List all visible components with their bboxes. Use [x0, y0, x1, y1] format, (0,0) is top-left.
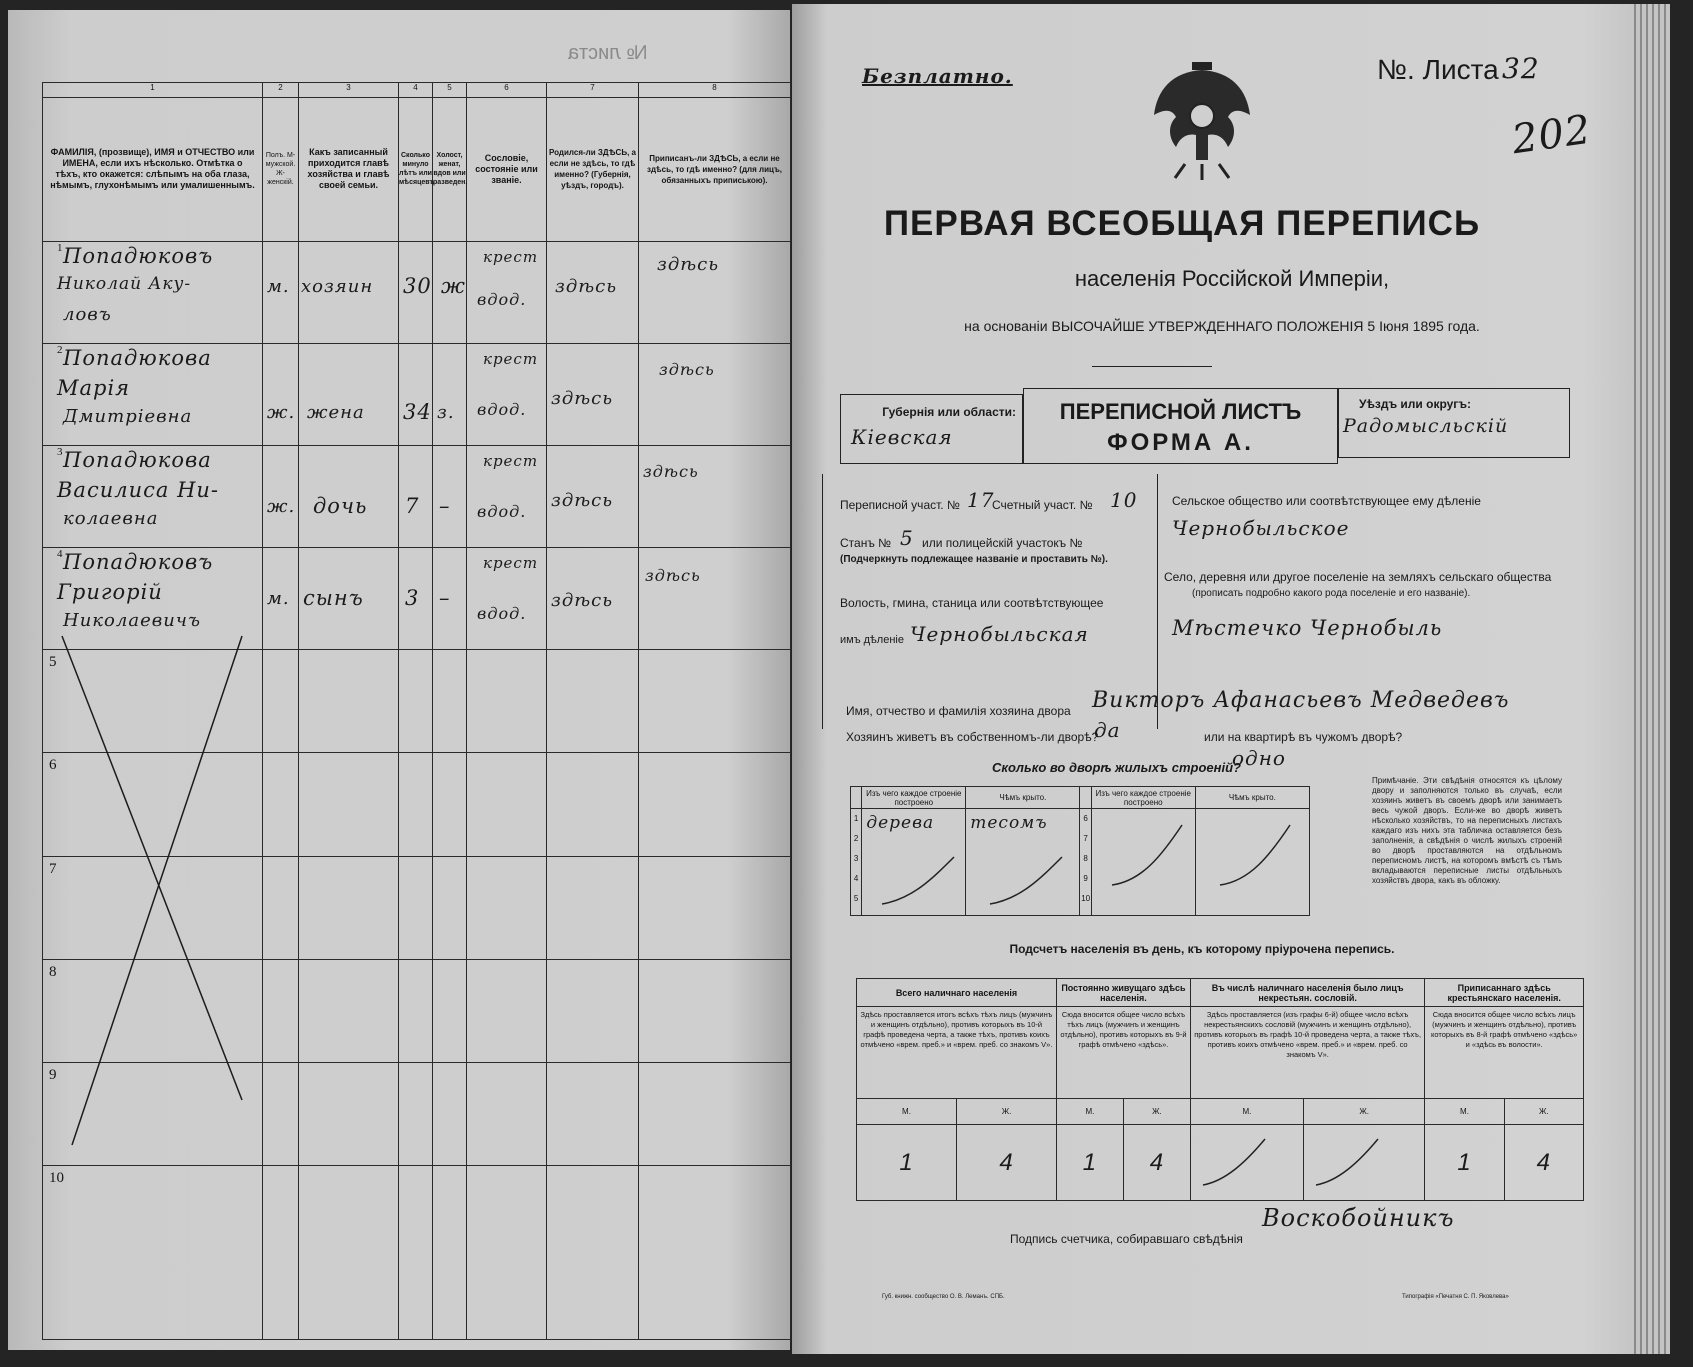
own-yard-value: да: [1094, 718, 1121, 742]
name-line: Дмитріевна: [63, 406, 193, 428]
header-relation: Какъ записанный приходится главѣ хозяйства и главѣ своей семьи.: [307, 147, 390, 191]
society-label: Сельское общество или соотвѣтствующее ему дѣленіе: [1172, 494, 1481, 508]
uezd-box: [1338, 388, 1570, 458]
sheet-number-value: 32: [1502, 52, 1540, 85]
row-number: 9: [49, 1066, 57, 1083]
col-number: 5: [433, 83, 467, 98]
col-female: Ж.: [1123, 1099, 1190, 1125]
count-title: Подсчетъ населенія въ день, къ которому пріурочена перепись.: [1009, 942, 1395, 956]
header-birthplace: Родился-ли ЗДѢСЬ, а если не здѣсь, то гдѣ именно? (Губернія, уѣздъ, городъ).: [549, 148, 636, 191]
row-number: 2: [57, 344, 63, 357]
header-name: ФАМИЛІЯ, (прозвище), ИМЯ и ОТЧЕСТВО или ИМЕНА, если ихъ нѣсколько. Отмѣтка о тѣхъ, кто окажется: слѣпымъ на оба глаза, нѣмымъ, глухонѣмымъ или умалишеннымъ.: [50, 147, 255, 191]
marital-value: –: [439, 586, 451, 611]
form-subtitle: населенія Россійской Имперіи,: [1074, 266, 1390, 291]
dash-mark: [1308, 1133, 1388, 1193]
village-value: Мѣстечко Чернобыль: [1172, 616, 1443, 640]
estate-value: вдод.: [477, 604, 527, 624]
name-line: Николай Аку-: [57, 274, 192, 295]
volost-value: Чернобыльская: [910, 622, 1089, 646]
row-number: 6: [49, 757, 57, 774]
own-yard-rest: или на квартирѣ въ чужомъ дворѣ?: [1204, 730, 1403, 744]
relation-value: жена: [307, 402, 365, 424]
sex-value: ж.: [267, 402, 296, 424]
count-head: Въ числѣ наличнаго населенія было лицъ некрестьян. сословій.: [1190, 979, 1424, 1007]
birthplace-value: здѣсь: [551, 388, 613, 410]
bld-col-roof: Чѣмъ крыто.: [966, 787, 1080, 809]
registered-value: здѣсь: [657, 254, 719, 276]
schetny-label: Счетный участ. №: [992, 498, 1093, 512]
free-label: Безплатно.: [862, 64, 1013, 88]
birthplace-value: здѣсь: [551, 590, 613, 612]
sheet-number-label: №. Листа: [1377, 54, 1499, 85]
table-row: [43, 446, 791, 548]
row-number: 7: [49, 860, 57, 877]
dash-mark: [1210, 815, 1300, 905]
owner-value: Викторъ Афанасьевъ Медведевъ: [1092, 688, 1510, 713]
col-female: Ж.: [1304, 1099, 1425, 1125]
bld-row-number: 2: [853, 834, 859, 843]
bld-row-number: 6: [1083, 814, 1088, 823]
owner-label: Имя, отчество и фамилія хозяина двора: [846, 704, 1071, 718]
header-registered: Приписанъ-ли ЗДѢСЬ, а если не здѣсь, то гдѣ именно? (для лицъ, обязанныхъ припиською).: [647, 153, 782, 185]
age-value: 30: [403, 274, 432, 299]
age-value: 3: [405, 586, 420, 611]
age-value: 34: [403, 400, 432, 425]
relation-value: хозяин: [301, 276, 374, 298]
page-edges: [1634, 4, 1670, 1354]
estate-value: крест: [483, 248, 539, 267]
form-box: [1023, 388, 1338, 464]
marital-value: –: [439, 494, 451, 519]
table-row: [43, 1166, 791, 1340]
bld-row-number: 10: [1081, 894, 1091, 903]
count-head: Постоянно живущаго здѣсь населенія.: [1057, 979, 1191, 1007]
registered-value: здѣсь: [643, 462, 699, 482]
stan-rest: или полицейскій участокъ №: [922, 536, 1083, 550]
estate-value: крест: [483, 452, 539, 471]
estate-value: крест: [483, 350, 539, 369]
count-desc: Здѣсь проставляется итогъ всѣхъ тѣхъ лицъ (мужчинъ и женщинъ отдѣльно), противъ которыхъ въ 10-й графѣ проведена черта, а также тѣхъ, противъ коихъ отмѣчено «врем. преб.» и «врем. преб. со знакомъ V».: [857, 1007, 1057, 1099]
estate-value: вдод.: [477, 400, 527, 420]
legal-basis: на основаніи ВЫСОЧАЙШЕ УТВЕРЖДЕННАГО ПОЛОЖЕНІЯ 5 Іюня 1895 года.: [964, 318, 1480, 334]
buildings-label: Сколько во дворѣ жилыхъ строеній?: [992, 760, 1241, 775]
birthplace-value: здѣсь: [555, 276, 617, 298]
estate-value: вдод.: [477, 502, 527, 522]
note-text: Примѣчаніе. Эти свѣдѣнія относятся къ цѣлому двору и заполняются только въ случаѣ, если хозяинъ живетъ въ своемъ дворѣ или занимаетъ весь чужой дворъ. Если-же во дворѣ живетъ нѣсколько хозяйствъ, то на переписныхъ листахъ каждаго изъ нихъ эта табличка оставляется безъ заполненія, а свѣдѣнія о числѣ жилыхъ строеній во дворѣ проставляются на отдѣльномъ переписномъ листѣ, на которомъ вмѣстѣ съ тѣмъ вкладываются переписные листы отдѣльныхъ хозяйствъ двора, какъ въ обложку.: [1372, 776, 1562, 885]
row-number: 10: [49, 1170, 64, 1187]
bld-col-material: Изъ чего каждое строеніе построено: [862, 787, 966, 809]
count-head: Всего наличнаго населенія: [857, 979, 1057, 1007]
buildings-value: одно: [1232, 746, 1286, 770]
right-page: [792, 4, 1670, 1354]
col-male: М.: [1190, 1099, 1303, 1125]
schetny-value: 10: [1110, 488, 1138, 512]
dash-mark: [1102, 815, 1192, 905]
row-number: 1: [57, 242, 63, 255]
name-line: Попадюкова: [63, 346, 212, 371]
form-name: ПЕРЕПИСНОЙ ЛИСТЪ: [1059, 399, 1302, 424]
buildings-table: [850, 786, 1310, 916]
name-line: Попадюковъ: [63, 550, 214, 575]
count-desc: Сюда вносится общее число всѣхъ тѣхъ лицъ (мужчинъ и женщинъ отдѣльно), противъ которыхъ въ 9-й графѣ отмѣчено «здѣсь».: [1057, 1007, 1191, 1099]
col-number: 1: [43, 83, 263, 98]
age-value: 7: [405, 494, 420, 519]
bld-col-material: Изъ чего каждое строеніе построено: [1091, 787, 1195, 809]
row-number: 4: [57, 548, 63, 561]
count-desc: Сюда вносится общее число всѣхъ лицъ (мужчинъ и женщинъ отдѣльно), противъ которыхъ въ 8-й графѣ отмѣчено «здѣсь» и «здѣсь въ волости».: [1425, 1007, 1584, 1099]
dash-mark: [1195, 1133, 1275, 1193]
count-value: 4: [1123, 1125, 1190, 1201]
bld-row-number: 9: [1083, 874, 1088, 883]
village-label: Село, деревня или другое поселеніе на земляхъ сельскаго общества: [1164, 570, 1552, 584]
mirror-bleed-text: № листа: [568, 42, 648, 64]
archive-stamp-number: 202: [1509, 106, 1595, 164]
name-line: Попадюковъ: [63, 244, 214, 269]
table-row: [43, 242, 791, 344]
name-line: ловъ: [63, 304, 112, 326]
relation-value: сынъ: [303, 586, 364, 611]
village-note: (прописать подробно какого рода поселеніе и его названіе).: [1192, 588, 1471, 599]
col-male: М.: [1425, 1099, 1504, 1125]
gubernia-label: Губернія или области:: [882, 405, 1016, 419]
col-number: 2: [263, 83, 299, 98]
printer-imprint: Типографія «Печатня С. П. Яковлева»: [1402, 1294, 1509, 1300]
col-number: 7: [547, 83, 639, 98]
col-male: М.: [857, 1099, 957, 1125]
name-line: Николаевичъ: [63, 610, 201, 632]
col-number: 3: [299, 83, 399, 98]
count-value: 1: [1057, 1125, 1124, 1201]
volost-label-2: имъ дѣленіе: [840, 634, 904, 646]
bld-row-number: 1: [853, 814, 859, 823]
header-age: Сколько минуло лѣтъ или мѣсяцевъ: [399, 152, 435, 187]
table-row: [43, 344, 791, 446]
name-line: Григорій: [57, 580, 163, 605]
stan-value: 5: [900, 526, 914, 550]
count-desc: Здѣсь проставляется (изъ графы 6-й) общее число всѣхъ некрестьянскихъ сословій (мужчинъ и женщинъ отдѣльно), противъ которыхъ въ графѣ 10-й проведена черта, а также тѣхъ, противъ коихъ отмѣчено «врем. преб.» и «врем. преб. со знакомъ V».: [1190, 1007, 1424, 1099]
uezd-label: Уѣздъ или округъ:: [1359, 397, 1472, 411]
signature-label: Подпись счетчика, собиравшаго свѣдѣнія: [1010, 1232, 1243, 1246]
uezd-value: Радомысльскій: [1343, 415, 1509, 437]
marital-value: з.: [437, 402, 455, 424]
name-line: Попадюкова: [63, 448, 212, 473]
row-number: 8: [49, 963, 57, 980]
dash-mark: [872, 849, 962, 909]
printer-imprint: Губ. книжн. сообщество О. В. Леманъ. СПБ.: [882, 1294, 1005, 1300]
own-yard-label: Хозяинъ живетъ въ собственномъ-ли дворѣ?: [846, 730, 1099, 744]
population-count-table: [856, 978, 1584, 1201]
bld-row-number: 4: [853, 874, 859, 883]
dash-mark: [980, 849, 1070, 909]
bld-row-number: 3: [853, 854, 859, 863]
ornament-rule: [1092, 366, 1212, 367]
form-title: ПЕРВАЯ ВСЕОБЩАЯ ПЕРЕПИСЬ: [883, 204, 1481, 243]
col-female: Ж.: [957, 1099, 1057, 1125]
col-female: Ж.: [1504, 1099, 1583, 1125]
form-type: ФОРМА А.: [1107, 429, 1254, 456]
count-value: 1: [1425, 1125, 1504, 1201]
volost-label: Волость, гмина, станица или соотвѣтствующее: [840, 596, 1104, 610]
gubernia-box: [840, 394, 1023, 464]
strike-through-mark: [42, 630, 262, 1150]
stan-note: (Подчеркнуть подлежащее названіе и проставить №).: [840, 554, 1108, 565]
double-headed-eagle-emblem: [1147, 54, 1257, 184]
bld-material-value: дерева: [866, 813, 935, 833]
count-head: Приписаннаго здѣсь крестьянскаго населенія.: [1425, 979, 1584, 1007]
bld-row-number: 5: [853, 894, 859, 903]
name-line: Марія: [57, 376, 131, 401]
society-value: Чернобыльское: [1172, 516, 1350, 540]
header-marital: Холост, женат, вдов или разведен.: [433, 152, 468, 187]
sex-value: м.: [267, 276, 290, 298]
marital-value: ж: [441, 274, 466, 299]
enumerator-signature: Воскобойникъ: [1262, 1204, 1455, 1232]
gubernia-value: Кіевская: [851, 425, 953, 449]
count-value: 4: [1504, 1125, 1583, 1201]
stan-label: Станъ №: [840, 536, 892, 550]
row-number: 3: [57, 446, 63, 459]
col-number: 8: [639, 83, 791, 98]
col-male: М.: [1057, 1099, 1124, 1125]
uchastok-label: Переписной участ. №: [840, 498, 960, 512]
estate-value: крест: [483, 554, 539, 573]
uchastok-value: 17: [967, 488, 995, 512]
bld-roof-value: тесомъ: [970, 813, 1048, 833]
col-number: 6: [467, 83, 547, 98]
estate-value: вдод.: [477, 290, 527, 310]
header-estate: Сословіе, состояніе или званіе.: [475, 152, 538, 185]
row-number: 5: [49, 654, 57, 671]
col-number: 4: [399, 83, 433, 98]
birthplace-value: здѣсь: [551, 490, 613, 512]
bld-row-number: 8: [1083, 854, 1088, 863]
header-sex: Полъ. М-мужской. Ж-женскій.: [265, 152, 296, 187]
sex-value: м.: [267, 588, 290, 610]
bld-col-roof: Чѣмъ крыто.: [1195, 787, 1309, 809]
relation-value: дочь: [313, 494, 368, 519]
sex-value: ж.: [267, 496, 296, 518]
name-line: Василиса Ни-: [57, 478, 220, 503]
registered-value: здѣсь: [645, 566, 701, 586]
bld-row-number: 7: [1083, 834, 1088, 843]
count-value: 1: [857, 1125, 957, 1201]
count-value: 4: [957, 1125, 1057, 1201]
name-line: колаевна: [63, 508, 159, 530]
registered-value: здѣсь: [659, 360, 715, 380]
